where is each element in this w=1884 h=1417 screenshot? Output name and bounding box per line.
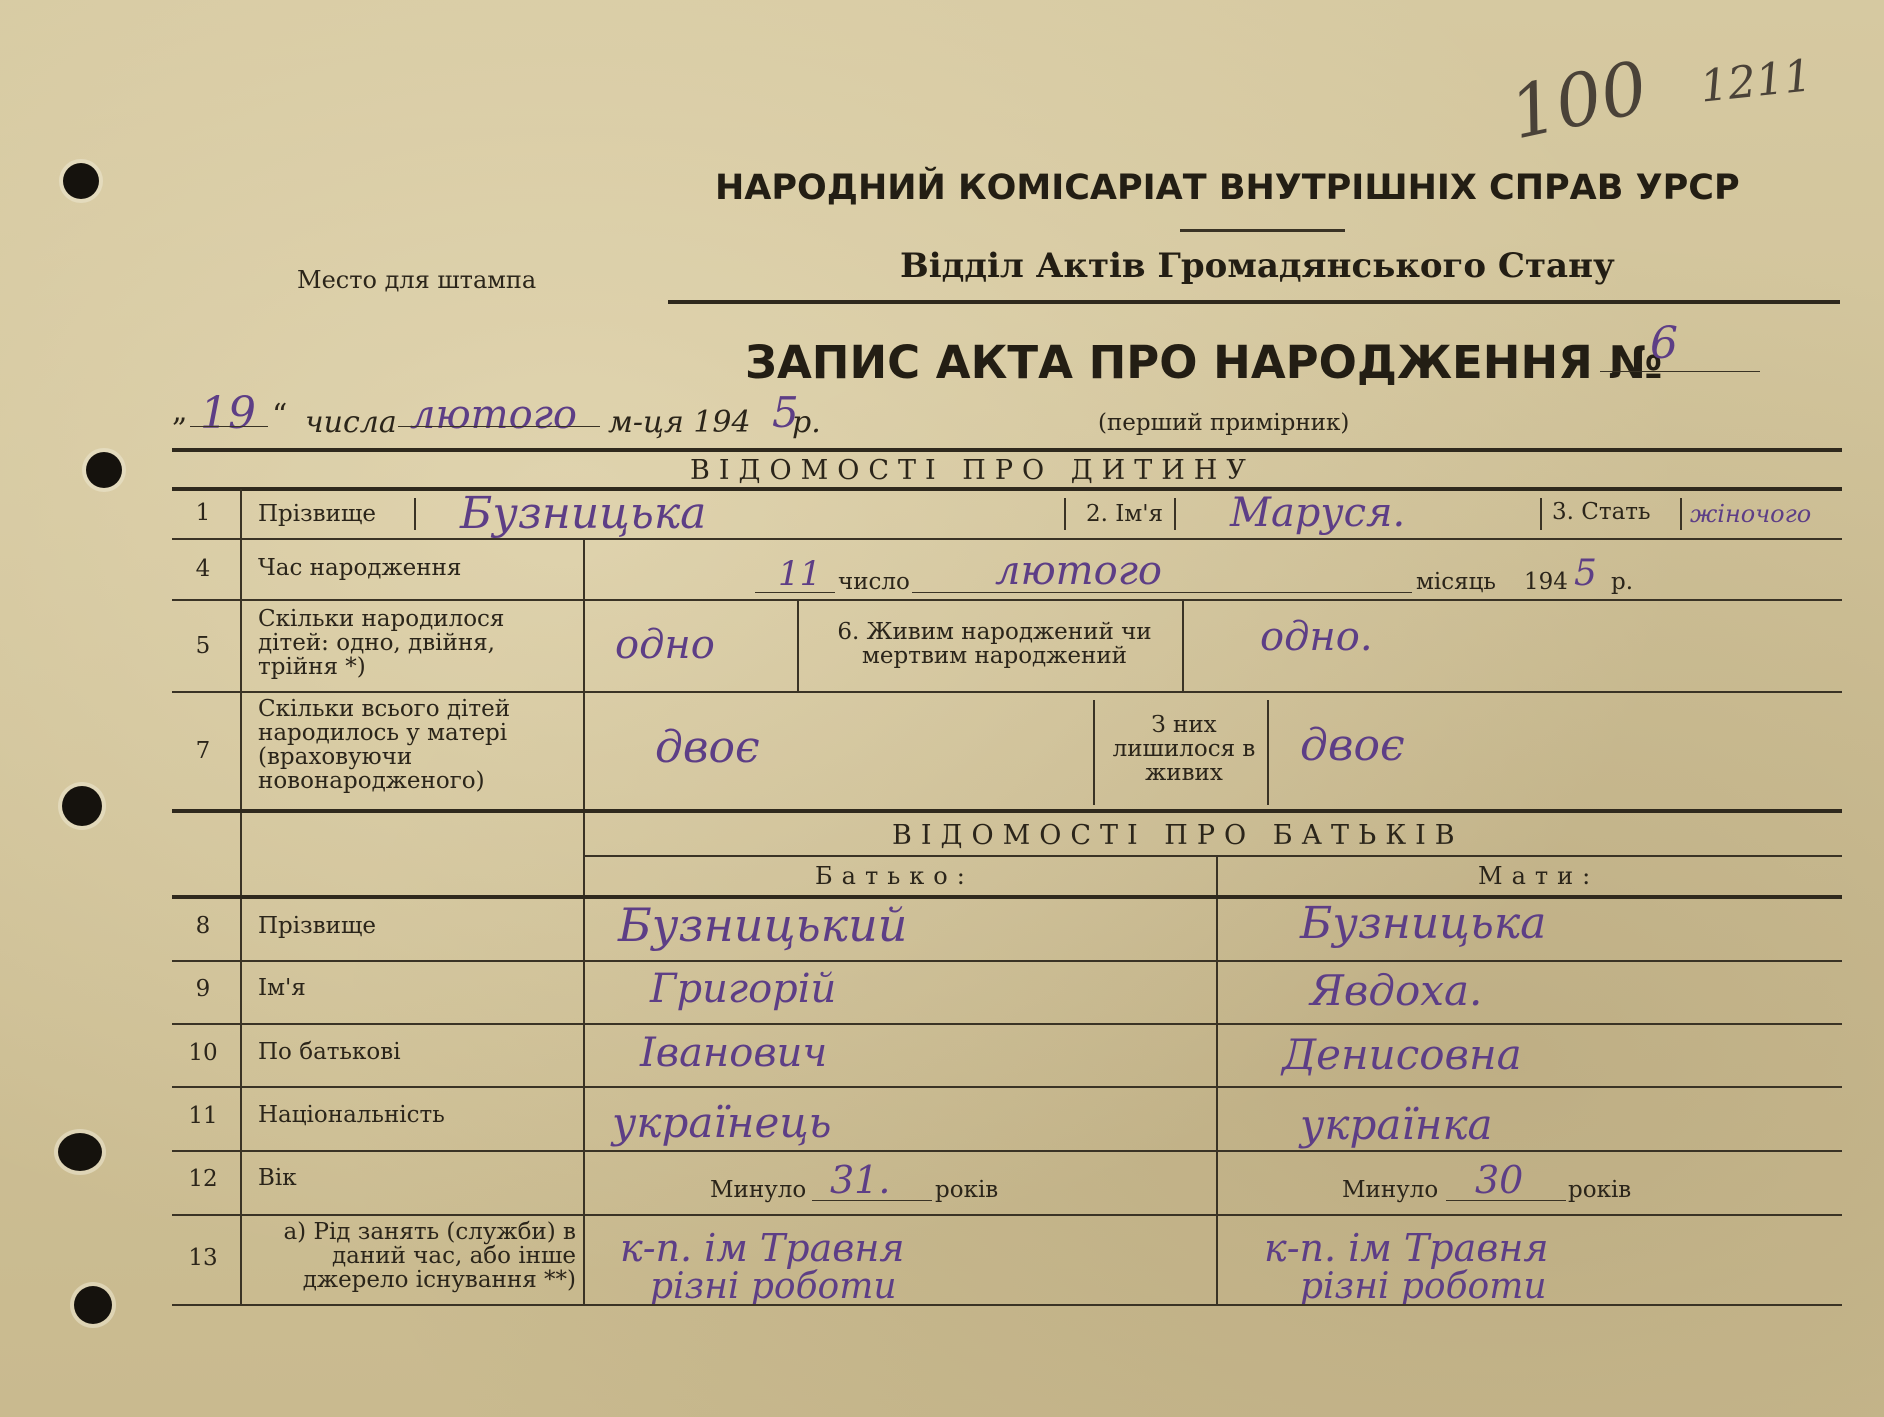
row-number: 12	[188, 1166, 218, 1192]
alive-count-value: двоє	[1300, 720, 1405, 771]
punch-hole	[86, 452, 122, 488]
alive-or-dead-label: 6. Живим народжений чи мертвим народжений	[837, 619, 1152, 669]
birth-time-label: Час народження	[258, 555, 462, 581]
date-close-quote: “	[272, 398, 288, 433]
mother-name-value: Явдоха.	[1310, 966, 1483, 1015]
father-header: Батько:	[815, 862, 974, 890]
mother-age-value: 30	[1475, 1158, 1524, 1202]
mother-age-prefix: Минуло	[1342, 1177, 1439, 1203]
row-number: 4	[195, 556, 211, 582]
copy-note: (перший примірник)	[1098, 410, 1350, 436]
child-name-label: 2. Ім'я	[1086, 501, 1164, 527]
row-number: 7	[195, 738, 211, 764]
children-born-value: одно	[615, 622, 715, 668]
father-name-value: Григорій	[650, 966, 837, 1012]
department-heading: Відділ Актів Громадянського Стану	[900, 246, 1615, 286]
date-day-value: 19	[200, 388, 256, 439]
archive-number: 100	[1502, 44, 1655, 156]
parent-name-label: Ім'я	[258, 975, 306, 1001]
punch-hole	[63, 163, 99, 199]
row-number: 1	[195, 500, 211, 526]
child-surname-value: Бузницька	[460, 488, 707, 539]
birth-month-value: лютого	[995, 548, 1162, 594]
birth-year-digit: 5	[1574, 553, 1597, 594]
date-open-quote: „	[172, 394, 188, 429]
parent-patronymic-label: По батькові	[258, 1039, 401, 1065]
mother-patronymic-value: Денисовна	[1282, 1030, 1522, 1079]
child-section-title: ВІДОМОСТІ ПРО ДИТИНУ	[690, 455, 1255, 486]
row-number: 5	[195, 633, 211, 659]
record-title: ЗАПИС АКТА ПРО НАРОДЖЕННЯ №	[745, 336, 1663, 389]
father-age-value: 31.	[830, 1158, 891, 1202]
birth-year-suffix: р.	[1611, 569, 1634, 595]
total-children-value: двоє	[655, 722, 760, 773]
punch-hole	[58, 1133, 102, 1171]
total-children-label: Скільки всього дітей народилось у матері (враховуючи новонародженого)	[258, 696, 511, 794]
punch-hole	[74, 1286, 112, 1324]
birth-day-label: число	[838, 569, 910, 595]
mother-age-suffix: років	[1568, 1177, 1632, 1203]
date-day-label: числа	[305, 405, 397, 440]
occupation-label: а) Рід занять (служби) в даний час, або інше джерело існування **)	[283, 1219, 576, 1293]
father-occupation-line2: різні роботи	[650, 1266, 897, 1307]
mother-occupation-line1: к-п. ім Травня	[1264, 1226, 1549, 1270]
alive-count-label: З них лишилося в живих	[1112, 712, 1256, 786]
row-number: 8	[195, 913, 211, 939]
mother-header: Мати:	[1478, 862, 1600, 890]
date-month-value: лютого	[410, 392, 577, 438]
father-age-prefix: Минуло	[710, 1177, 807, 1203]
mother-occupation-line2: різні роботи	[1300, 1266, 1547, 1307]
child-name-value: Маруся.	[1230, 490, 1406, 536]
mother-nationality-value: українка	[1300, 1100, 1493, 1149]
father-occupation-line1: к-п. ім Травня	[620, 1226, 905, 1270]
child-sex-value: жіночого	[1690, 500, 1812, 528]
father-age-suffix: років	[935, 1177, 999, 1203]
birth-month-label: місяць	[1416, 569, 1496, 595]
row-number: 13	[188, 1245, 218, 1271]
ministry-heading: НАРОДНИЙ КОМІСАРІАТ ВНУТРІШНІХ СПРАВ УРСР	[715, 168, 1740, 208]
father-surname-value: Бузницький	[618, 898, 908, 952]
birth-year-prefix: 194	[1524, 569, 1568, 595]
row-number: 9	[195, 976, 211, 1002]
parents-section-title: ВІДОМОСТІ ПРО БАТЬКІВ	[892, 820, 1464, 851]
archive-number-secondary: 1211	[1697, 50, 1815, 113]
date-month-label: м-ця 194	[608, 405, 751, 440]
row-number: 11	[188, 1103, 218, 1129]
date-year-digit: 5	[772, 388, 799, 437]
father-patronymic-value: Іванович	[640, 1030, 828, 1076]
record-number: 6	[1650, 318, 1678, 369]
alive-or-dead-value: одно.	[1260, 614, 1373, 660]
date-year-suffix: р.	[792, 405, 821, 440]
children-born-label: Скільки народилося дітей: одно, двійня, трійня *)	[258, 606, 505, 680]
parent-nationality-label: Національність	[258, 1102, 445, 1128]
child-surname-label: Прізвище	[258, 501, 376, 527]
parent-surname-label: Прізвище	[258, 913, 376, 939]
row-number: 10	[188, 1040, 218, 1066]
birth-day-value: 11	[778, 554, 822, 594]
father-nationality-value: українець	[612, 1098, 832, 1147]
parent-age-label: Вік	[258, 1165, 297, 1191]
child-sex-label: 3. Стать	[1552, 499, 1651, 525]
stamp-place-label: Место для штампа	[297, 266, 537, 294]
mother-surname-value: Бузницька	[1300, 898, 1547, 949]
punch-hole	[62, 786, 102, 826]
